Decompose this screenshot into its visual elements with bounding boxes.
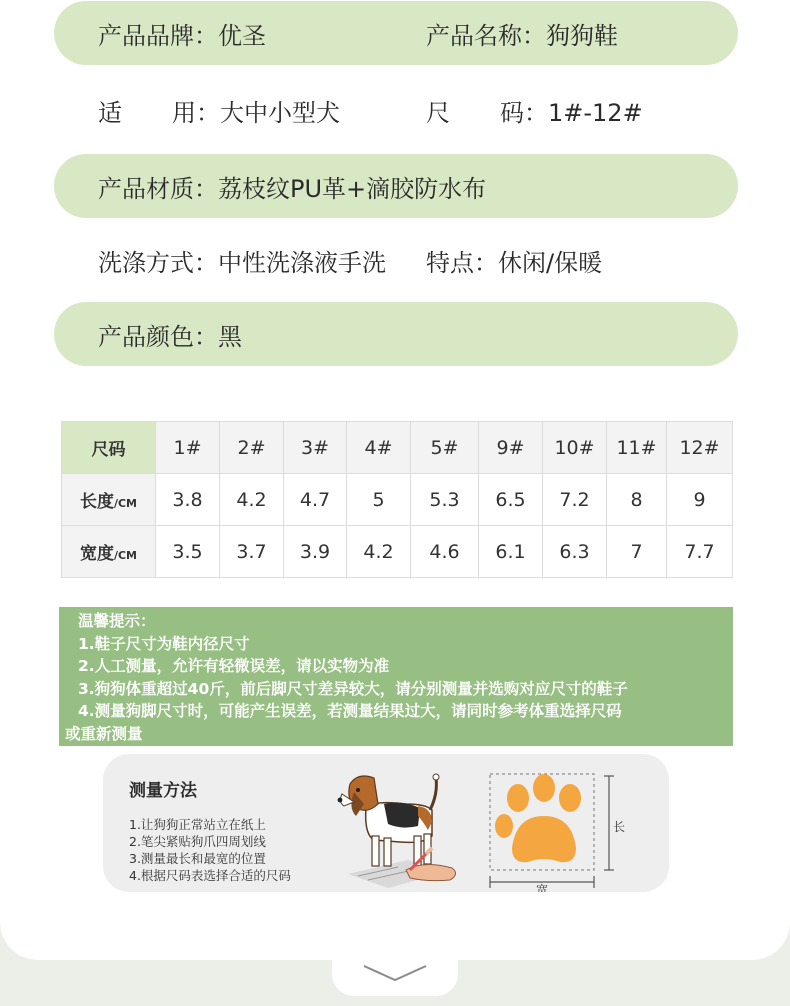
width-row-header: 宽度/CM (62, 526, 156, 578)
spec-row-brand (54, 1, 738, 65)
measure-method-panel (103, 754, 669, 895)
width-cell: 3.9 (284, 526, 347, 578)
width-cell: 4.2 (347, 526, 411, 578)
size-cell: 2# (220, 422, 284, 474)
length-cell: 9 (667, 474, 733, 526)
brand-value: 优圣 (218, 21, 266, 50)
size-cell: 12# (667, 422, 733, 474)
paw-measure-diagram (488, 770, 628, 895)
spec-row-color (54, 302, 738, 366)
width-cell: 6.1 (479, 526, 543, 578)
spec-row-fit (54, 78, 738, 142)
material-value: 荔枝纹PU革+滴胶防水布 (218, 174, 487, 203)
method-steps (129, 816, 291, 884)
spec-row-wash (54, 228, 738, 292)
paw-toe-icon (495, 814, 513, 838)
table-row-length (62, 474, 733, 526)
paw-toe-icon (559, 784, 581, 812)
table-row-width (62, 526, 733, 578)
tip-line-4-cont: 或重新测量 (65, 724, 143, 743)
name-value: 狗狗鞋 (546, 21, 618, 50)
length-cell: 7.2 (543, 474, 607, 526)
width-cell: 3.7 (220, 526, 284, 578)
size-cell: 3# (284, 422, 347, 474)
color-value: 黑 (218, 322, 242, 351)
material-label: 产品材质： (98, 174, 218, 203)
size-cell: 10# (543, 422, 607, 474)
wash-value: 中性洗涤液手洗 (218, 248, 386, 277)
length-cell: 5 (347, 474, 411, 526)
size-label-b: 码： (500, 98, 548, 127)
length-cell: 6.5 (479, 474, 543, 526)
tips-title: 温馨提示： (78, 612, 156, 630)
size-chart-table (61, 421, 733, 578)
width-cell: 4.6 (411, 526, 479, 578)
width-cell: 3.5 (156, 526, 220, 578)
width-cell: 6.3 (543, 526, 607, 578)
width-mark-label: 宽 (535, 883, 549, 895)
size-value: 1#-12# (548, 98, 643, 127)
fit-value: 大中小型犬 (220, 98, 340, 127)
table-header-row (62, 422, 733, 474)
tip-line-4: 4.测量狗脚尺寸时，可能产生误差，若测量结果过大，请同时参考体重选择尺码 (78, 702, 622, 720)
width-cell: 7 (607, 526, 667, 578)
chevron-down-icon[interactable] (362, 962, 428, 984)
size-cell: 11# (607, 422, 667, 474)
paw-toe-icon (507, 784, 529, 812)
spec-row-material (54, 154, 738, 218)
size-cell: 9# (479, 422, 543, 474)
fit-label-a: 适 (98, 98, 122, 127)
dog-measuring-illustration (328, 764, 468, 889)
length-cell: 4.2 (220, 474, 284, 526)
feature-label: 特点： (426, 248, 498, 277)
tip-line-1: 1.鞋子尺寸为鞋内径尺寸 (78, 634, 250, 653)
size-cell: 5# (411, 422, 479, 474)
feature-value: 休闲/保暖 (498, 248, 603, 277)
length-cell: 3.8 (156, 474, 220, 526)
method-title: 测量方法 (129, 781, 197, 801)
method-step-3: 3.测量最长和最宽的位置 (129, 851, 266, 866)
length-cell: 4.7 (284, 474, 347, 526)
method-step-1: 1.让狗狗正常站立在纸上 (129, 817, 266, 832)
size-label-a: 尺 (426, 98, 450, 127)
wash-label: 洗涤方式： (98, 248, 218, 277)
fit-label-b: 用： (172, 98, 220, 127)
size-header-cell: 尺码 (62, 422, 156, 474)
length-row-header: 长度/CM (62, 474, 156, 526)
tip-line-2: 2.人工测量，允许有轻微误差，请以实物为准 (78, 657, 390, 675)
method-step-2: 2.笔尖紧贴狗爪四周划线 (129, 834, 266, 849)
length-mark-label: 长 (612, 820, 626, 834)
paw-pad-icon (512, 816, 576, 862)
method-step-4: 4.根据尺码表选择合适的尺码 (129, 868, 291, 883)
length-cell: 8 (607, 474, 667, 526)
size-cell: 1# (156, 422, 220, 474)
tips-box (59, 607, 733, 746)
length-cell: 5.3 (411, 474, 479, 526)
size-cell: 4# (347, 422, 411, 474)
name-label: 产品名称： (426, 21, 546, 50)
color-label: 产品颜色： (98, 322, 218, 351)
width-cell: 7.7 (667, 526, 733, 578)
paw-toe-icon (533, 774, 555, 802)
brand-label: 产品品牌： (98, 21, 218, 50)
tip-line-3: 3.狗狗体重超过40斤，前后脚尺寸差异较大，请分别测量并选购对应尺寸的鞋子 (78, 679, 628, 698)
